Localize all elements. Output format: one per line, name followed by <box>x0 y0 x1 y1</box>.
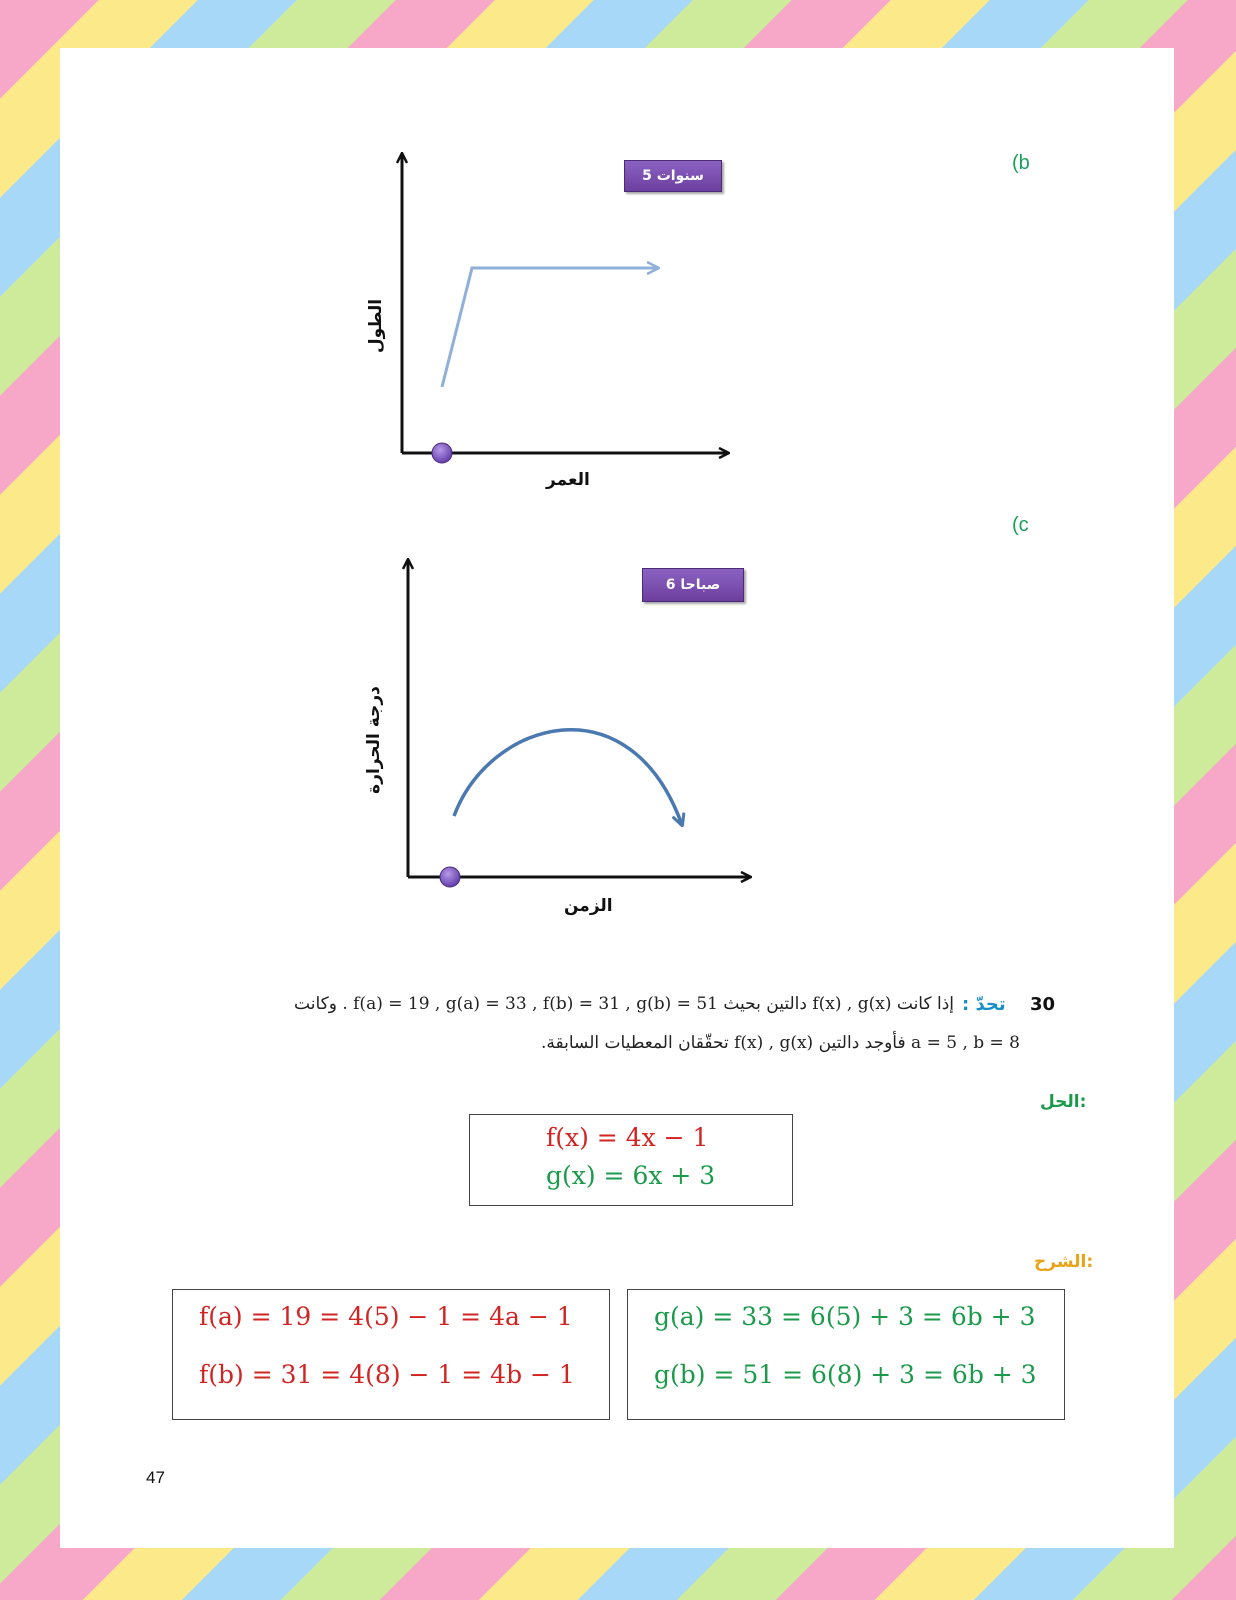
solution-box <box>469 1114 793 1206</box>
solution-f: f(x) = 4x − 1 <box>546 1123 709 1152</box>
graph-c-x-label: الزمن <box>564 896 613 916</box>
graph-b-marker: (b <box>1012 152 1030 174</box>
solution-label: الحل: <box>1040 1092 1087 1112</box>
explanation-g-b: g(b) = 51 = 6(8) + 3 = 6b + 3 <box>654 1360 1037 1389</box>
graph-b-start-dot <box>432 443 452 463</box>
problem-line-1: إذا كانت f(x) , g(x) دالتين بحيث f(a) = 19 , g(a) = 33 , f(b) = 31 , g(b) = 51 . وكانت <box>294 994 954 1014</box>
page-number: 47 <box>146 1468 165 1487</box>
graph-b-x-label: العمر <box>546 470 590 490</box>
problem-number: 30 <box>1030 994 1056 1015</box>
explanation-g-box <box>627 1289 1065 1420</box>
graph-b-y-label: الطول <box>366 298 386 354</box>
graph-c-callout: 6 صباحا <box>642 568 744 602</box>
graph-c-marker: (c <box>1012 514 1029 536</box>
graph-b-curve <box>442 268 658 387</box>
graph-c-curve <box>454 730 682 825</box>
explanation-g-a: g(a) = 33 = 6(5) + 3 = 6b + 3 <box>654 1302 1036 1331</box>
solution-g: g(x) = 6x + 3 <box>546 1161 716 1190</box>
explanation-f-b: f(b) = 31 = 4(8) − 1 = 4b − 1 <box>199 1360 575 1389</box>
problem-line-2: a = 5 , b = 8 فأوجد دالتين f(x) , g(x) تحقّقان المعطيات السابقة. <box>541 1033 1020 1053</box>
graph-c-start-dot <box>440 867 460 887</box>
explanation-label: الشرح: <box>1034 1252 1094 1272</box>
graph-c-y-label: درجة الحرارة <box>364 686 384 794</box>
explanation-f-a: f(a) = 19 = 4(5) − 1 = 4a − 1 <box>199 1302 573 1331</box>
problem-keyword: تحدّ : <box>962 994 1006 1015</box>
explanation-f-box <box>172 1289 610 1420</box>
graph-b-callout: 5 سنوات <box>624 160 722 192</box>
